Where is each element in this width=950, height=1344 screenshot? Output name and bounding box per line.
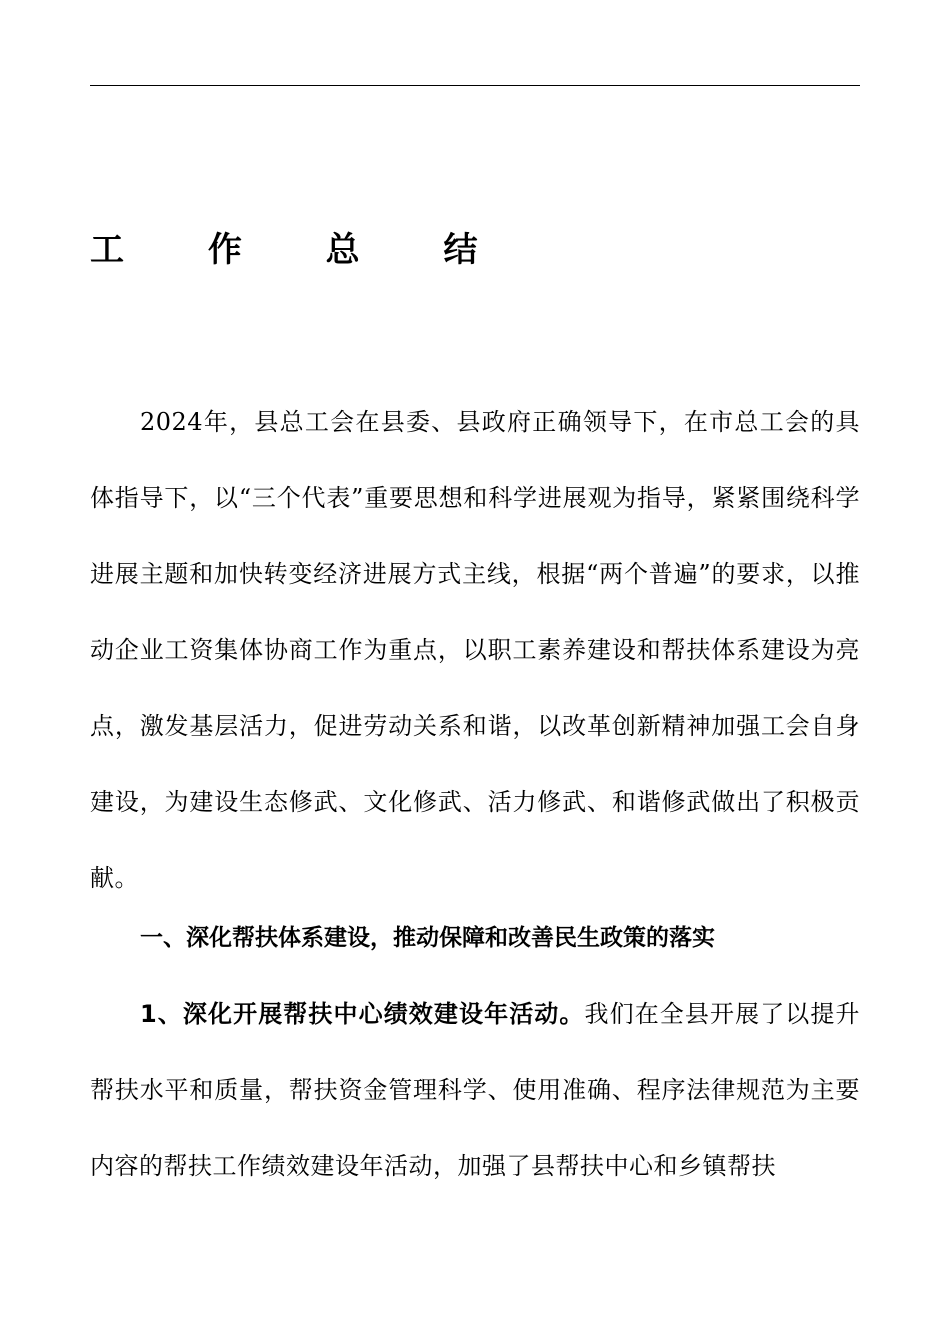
- item-text: 我们在全县开展了以提升帮扶水平和质量，帮扶资金管理科学、使用准确、程序法律规范为主要内容的帮扶工作绩效建设年活动，加强了县帮扶中心和乡镇帮扶: [90, 1000, 860, 1180]
- section-heading: 一、深化帮扶体系建设，推动保障和改善民生政策的落实: [140, 925, 715, 951]
- item-paragraph: [90, 976, 860, 1204]
- item-lead: 1、深化开展帮扶中心绩效建设年活动。: [140, 1000, 585, 1028]
- header-rule: [90, 85, 860, 86]
- intro-paragraph: 2024年，县总工会在县委、县政府正确领导下，在市总工会的具体指导下，以“三个代表”重要思想和科学进展观为指导，紧紧围绕科学进展主题和加快转变经济进展方式主线，根据“两个普遍”的要求，以推动企业工资集体协商工作为重点，以职工素养建设和帮扶体系建设为亮点，激发基层活力，促进劳动关系和谐，以改革创新精神加强工会自身建设，为建设生态修武、文化修武、活力修武、和谐修武做出了积极贡献。: [90, 408, 860, 892]
- document-title: 工 作 总 结: [90, 230, 514, 270]
